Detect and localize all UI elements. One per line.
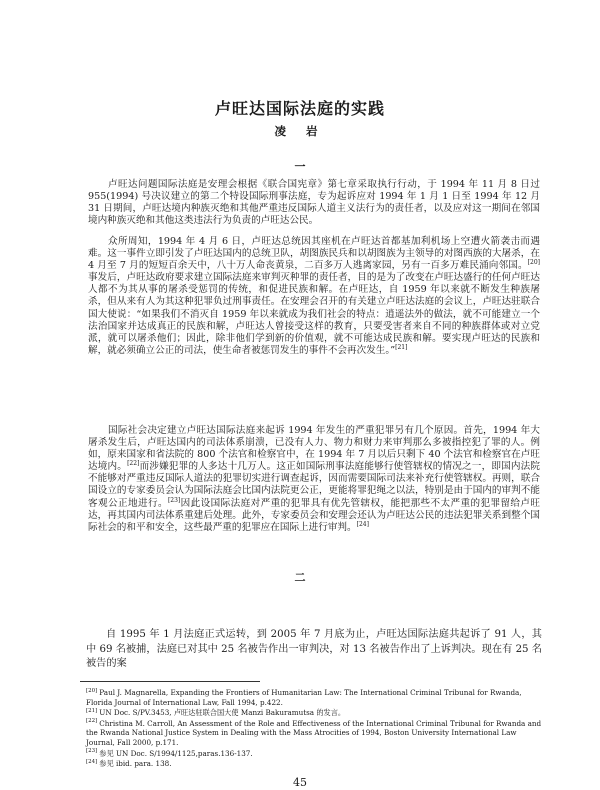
footnote-mark: [21] (86, 707, 98, 714)
paragraph-2-text-b: 事发后，卢旺达政府要求建立国际法庭来审判灭种罪的责任者，目的是为了改变在卢旺达盛行的任何卢旺达人都不为其从事的屠杀受惩罚的传统，和促进民族和解。在卢旺达，自 1959 年以来就不断发生种族屠杀，但从来有人为其这种犯罪负过刑事责任。在安理会召开的有关建立卢旺达法庭的会议上，卢旺达驻联合国大使说：“如果我们不消灭自 1959 年以来就成为我们社会的特点：逍遥法外的做法，就不可能建立一个法治国家并达成真正的民族和解，卢旺达人曾接受这样的教育，只要受害者来自不同的种族群体或对立党派，就可以屠杀他们；因此，除非他们学到新的价值观，就不可能达成民族和解。要实现卢旺达的民族和解，就必须确立公正的司法，使生命者被惩罚发生的事件不会再次发生。” (88, 272, 540, 356)
paragraph-2 (88, 236, 540, 357)
footnote-text: Christina M. Carroll, An Assessment of the Role and Effectiveness of the International Criminal Tribunal for Rwanda and the Rwanda National Justice System in Dealing with the Mass Atrocities of 1994, Boston University International Law Journal, Fall 2000, p.171. (86, 718, 542, 747)
paragraph-1 (88, 179, 540, 227)
article-author: 凌 岩 (274, 124, 326, 138)
footnote-mark: [22] (86, 718, 98, 725)
footnote-23 (86, 749, 542, 759)
footnote-divider (80, 681, 260, 682)
paragraph-1-text: 卢旺达问题国际法庭是安理会根据《联合国宪章》第七章采取执行行动，于 1994 年 11 月 8 日过 955(1994) 号决议建立的第二个特设国际刑事法庭，专为起诉应对 1994 年 1 月 1 日至 1994 年 12 月 31 日期间，卢旺达境内种族灭绝和其他严重违反国际人道主义法行为的责任者，以及应对这一期间在邻国境内种族灭绝和其他这类违法行为负责的卢旺达公民。 (88, 179, 540, 227)
footnote-ref-23[interactable]: [23] (167, 496, 181, 504)
footnote-21 (86, 708, 542, 718)
footnote-20 (86, 688, 542, 707)
footnote-text: 参见 UN Doc. S/1994/1125,paras.136-137. (99, 748, 253, 758)
paragraph-3-text-c: 因此设国际法庭对严重的犯罪具有优先管辖权，能把那些不太严重的犯罪留给卢旺达，再其国内司法体系重建后处理。此外，专家委员会和安理会还认为卢旺达公民的违法犯罪关系到整个国际社会的和平和安全，这些最严重的犯罪应在国际上进行审判。 (88, 497, 541, 533)
paragraph-3 (88, 425, 540, 534)
section-number-1: 一 (294, 160, 306, 173)
footnote-mark: [24] (86, 758, 98, 765)
footnote-24 (86, 759, 542, 769)
paragraph-4 (86, 628, 542, 672)
footnote-mark: [23] (86, 748, 98, 755)
footnotes (86, 688, 542, 770)
footnote-mark: [20] (86, 687, 98, 694)
footnote-text: UN Doc. S/PV.3453, 卢旺达驻联合国大使 Manzi Bakuramutsa 的发言。 (99, 708, 346, 718)
footnote-ref-22[interactable]: [22] (127, 460, 140, 468)
footnote-text: 参见 ibid. para. 138. (99, 759, 172, 769)
article-title: 卢旺达国际法庭的实践 (214, 99, 385, 118)
footnote-ref-24[interactable]: [24] (356, 520, 369, 528)
paragraph-3-text-a: 国际社会决定建立卢旺达国际法庭来起诉 1994 年发生的严重犯罪另有几个原因。首先，1994 年大屠杀发生后，卢旺达国内的司法体系崩溃，已没有人力、物力和财力来审判那么多被指控犯了罪的人。例如，原来国家和省法院的 800 个法官和检察官中，在 1994 年 7 月以后只剩下 40 个法官和检察官在卢旺达境内。 (88, 425, 540, 473)
page-number: 45 (293, 776, 307, 789)
footnote-ref-20[interactable]: [20] (527, 259, 540, 266)
footnote-text: Paul J. Magnarella, Expanding the Frontiers of Humanitarian Law: The International Criminal Tribunal for Rwanda, Florida Journal of International Law, Fall 1994, p.422. (86, 688, 522, 707)
paragraph-3-text-b: 而涉嫌犯罪的人多达十几万人。这正如国际刑事法庭能够行使管辖权的情况之一，即国内法院不能够对严重违反国际人道法的犯罪切实进行调查起诉，因而需要国际司法来补充行使管辖权。再则，联合国设立的专家委员会认为国际法庭会比国内法院更公正，更能将罪犯绳之以法，特别是由于国内的审判不能客观公正地进行。 (88, 461, 541, 509)
paragraph-2-text-a: 众所周知，1994 年 4 月 6 日，卢旺达总统因其座机在卢旺达首都基加利机场上空遭火箭袭击而遇难。这一事件立即引发了卢旺达国内的总统卫队，胡图族民兵和以胡图族为主领导的对图西族的大屠杀，在 4 月至 7 月的短短百余天中，八十万人命丧黄泉，二百多万人逃离家园，另有一百多万难民涌向邻国。 (88, 236, 540, 272)
footnote-22 (86, 719, 542, 748)
paragraph-4-text: 自 1995 年 1 月法庭正式运转，到 2005 年 7 月底为止，卢旺达国际法庭共起诉了 91 人，其中 69 名被捕，法庭已对其中 25 名被告作出一审判决，对 13 名被告作出了上诉判决。现在有 25 名被告的案 (86, 629, 542, 669)
section-number-2: 二 (294, 571, 306, 584)
footnote-ref-21[interactable]: [21] (395, 343, 408, 351)
